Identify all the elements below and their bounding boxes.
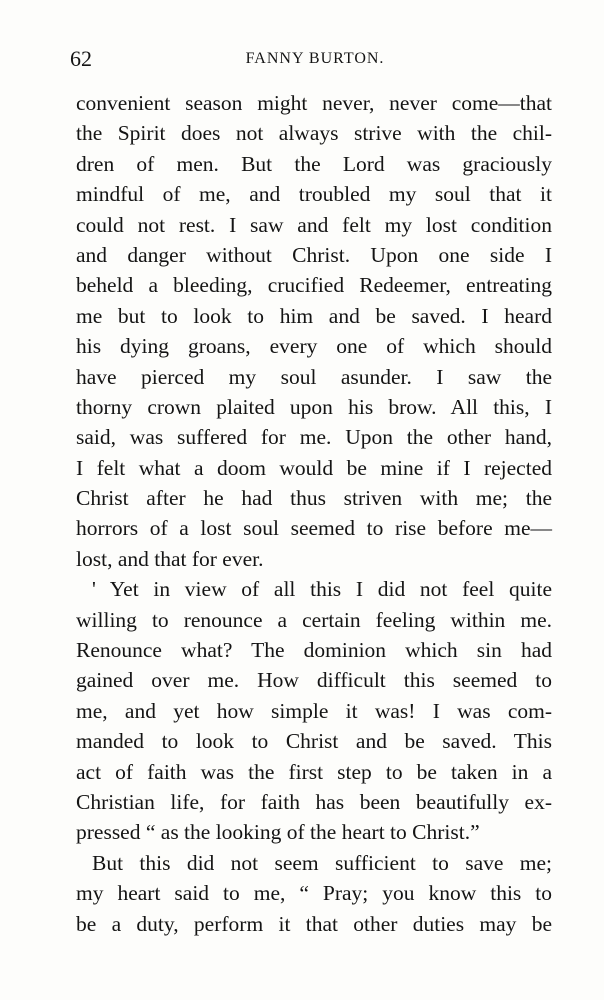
text-line: ' Yet in view of all this I did not feel quite	[92, 577, 552, 602]
text-line: horrors of a lost soul seemed to rise before me—	[76, 516, 552, 541]
text-line: could not rest. I saw and felt my lost condition	[76, 212, 552, 237]
text-line: the Spirit does not always strive with the chil-	[76, 121, 552, 146]
text-line: Christian life, for faith has been beautifully ex-	[76, 789, 552, 814]
text-line: mindful of me, and troubled my soul that it	[76, 182, 552, 207]
text-line: and danger without Christ. Upon one side I	[76, 242, 552, 267]
running-title: FANNY BURTON.	[245, 50, 385, 67]
text-line: beheld a bleeding, crucified Redeemer, entreating	[76, 273, 552, 298]
text-line: gained over me. How difficult this seemed to	[76, 668, 552, 693]
text-line: me but to look to him and be saved. I heard	[76, 303, 552, 328]
text-line: me, and yet how simple it was! I was com-	[76, 698, 552, 723]
text-line: pressed “ as the looking of the heart to Christ.”	[76, 820, 480, 845]
text-line: said, was suffered for me. Upon the other hand,	[76, 425, 552, 450]
text-line: Christ after he had thus striven with me; the	[76, 486, 552, 511]
text-line: But this did not seem sufficient to save me;	[92, 850, 552, 875]
text-line: Renounce what? The dominion which sin had	[76, 638, 552, 663]
text-line: his dying groans, every one of which should	[76, 334, 552, 359]
text-line: act of faith was the first step to be taken in a	[76, 759, 552, 784]
text-line: thorny crown plaited upon his brow. All this, I	[76, 394, 552, 419]
text-line: I felt what a doom would be mine if I rejected	[76, 455, 552, 480]
page-number: 62	[70, 46, 92, 71]
text-line: be a duty, perform it that other duties may be	[76, 911, 552, 936]
text-line: dren of men. But the Lord was graciously	[76, 151, 552, 176]
body-text	[76, 88, 552, 939]
page-header	[70, 46, 560, 76]
text-line: have pierced my soul asunder. I saw the	[76, 364, 552, 389]
text-line: manded to look to Christ and be saved. This	[76, 729, 552, 754]
text-line: convenient season might never, never come—that	[76, 91, 552, 115]
text-line: lost, and that for ever.	[76, 546, 264, 571]
text-line: willing to renounce a certain feeling within me.	[76, 607, 552, 632]
text-line: my heart said to me, “ Pray; you know this to	[76, 881, 552, 906]
